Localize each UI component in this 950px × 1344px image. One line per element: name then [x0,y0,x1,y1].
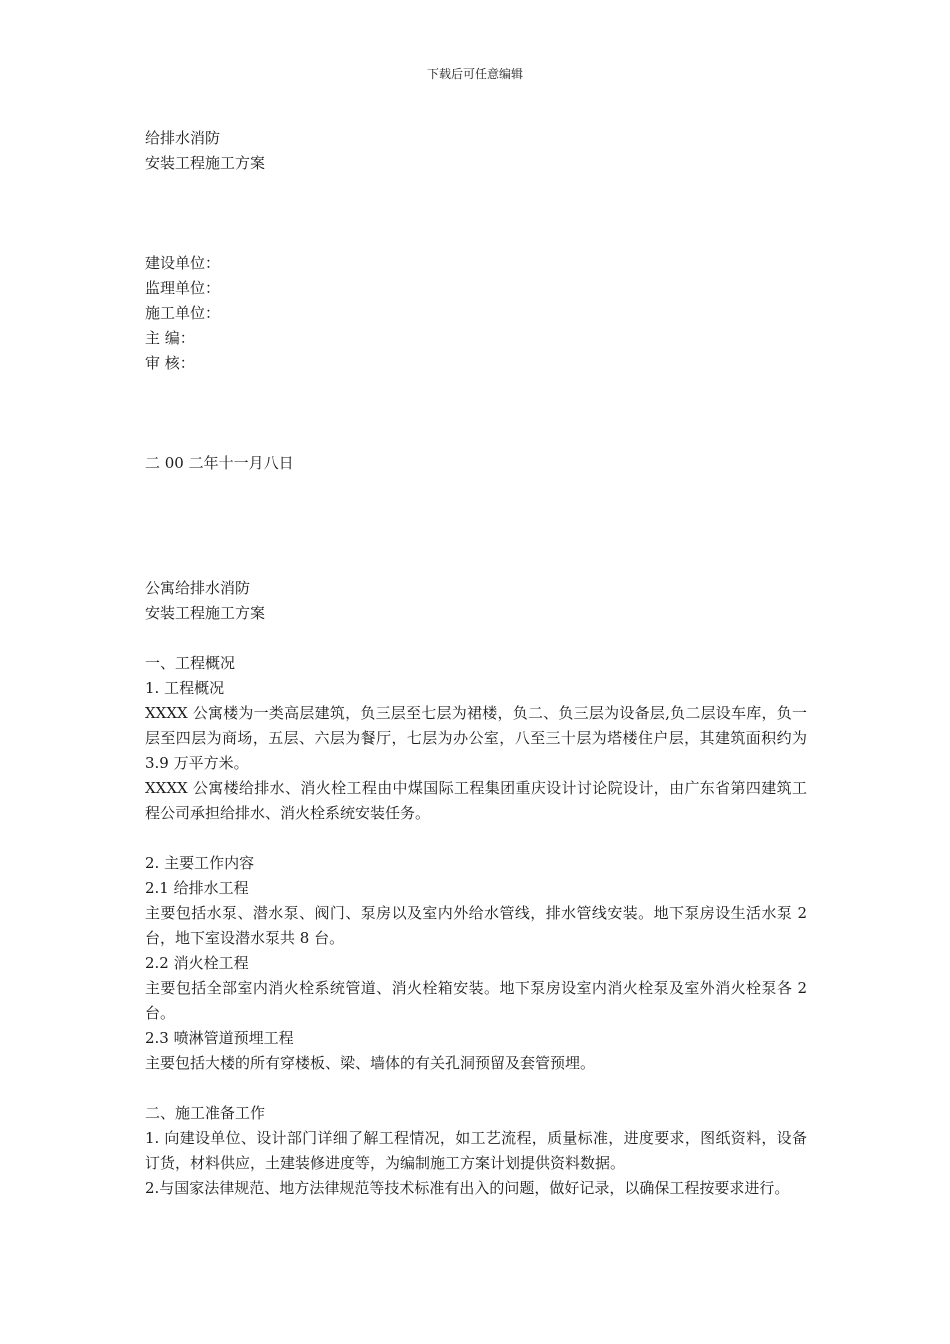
item23-heading: 2.3 喷淋管道预埋工程 [145,1029,294,1047]
spacer [145,376,807,451]
spacer [145,826,807,851]
item22-para: 主要包括全部室内消火栓系统管道、消火栓箱安装。地下泵房设室内消火栓泵及室外消火栓泵各 2 台。 [145,979,807,1022]
cover-title-line1: 给排水消防 [145,129,221,147]
field-chief-editor: 主 编： [145,329,195,347]
item22-heading: 2.2 消火栓工程 [145,954,249,972]
cover-title-line2: 安装工程施工方案 [145,154,266,172]
field-construction-unit: 建设单位： [145,254,221,272]
section2-heading: 二、施工准备工作 [145,1104,266,1122]
section1-sub1-heading: 1. 工程概况 [145,679,225,697]
section1-heading: 一、工程概况 [145,654,236,672]
section1-sub1-para2: XXXX 公寓楼给排水、消火栓工程由中煤国际工程集团重庆设计讨论院设计，由广东省第四建筑工程公司承担给排水、消火栓系统安装任务。 [145,779,807,822]
doc-title-line1: 公寓给排水消防 [145,579,251,597]
spacer [145,626,807,651]
field-contractor-unit: 施工单位： [145,304,221,322]
doc-title-line2: 安装工程施工方案 [145,604,266,622]
section1-sub2-heading: 2. 主要工作内容 [145,854,255,872]
header-note: 下载后可任意编辑 [426,67,523,81]
item23-para: 主要包括大楼的所有穿楼板、梁、墙体的有关孔洞预留及套管预埋。 [145,1054,596,1072]
field-reviewer: 审 核： [145,354,195,372]
spacer [145,176,807,251]
section2-para2: 2.与国家法律规范、地方法律规范等技术标准有出入的问题，做好记录，以确保工程按要求进行。 [145,1179,790,1197]
document-body [145,126,807,1201]
spacer [145,476,807,576]
cover-date: 二 00 二年十一月八日 [145,454,294,472]
item21-para: 主要包括水泵、潜水泵、阀门、泵房以及室内外给水管线，排水管线安装。地下泵房设生活水泵 2 台，地下室设潜水泵共 8 台。 [145,904,807,947]
spacer [145,1076,807,1101]
item21-heading: 2.1 给排水工程 [145,879,249,897]
section1-sub1-para1: XXXX 公寓楼为一类高层建筑，负三层至七层为裙楼，负二、负三层为设备层,负二层设车库，负一层至四层为商场，五层、六层为餐厅，七层为办公室，八至三十层为塔楼住户层，其建筑面积约为 3.9 万平方米。 [145,704,807,772]
section2-para1: 1. 向建设单位、设计部门详细了解工程情况，如工艺流程，质量标准，进度要求，图纸资料，设备订货，材料供应，土建装修进度等，为编制施工方案计划提供资料数据。 [145,1129,807,1172]
field-supervision-unit: 监理单位： [145,279,221,297]
